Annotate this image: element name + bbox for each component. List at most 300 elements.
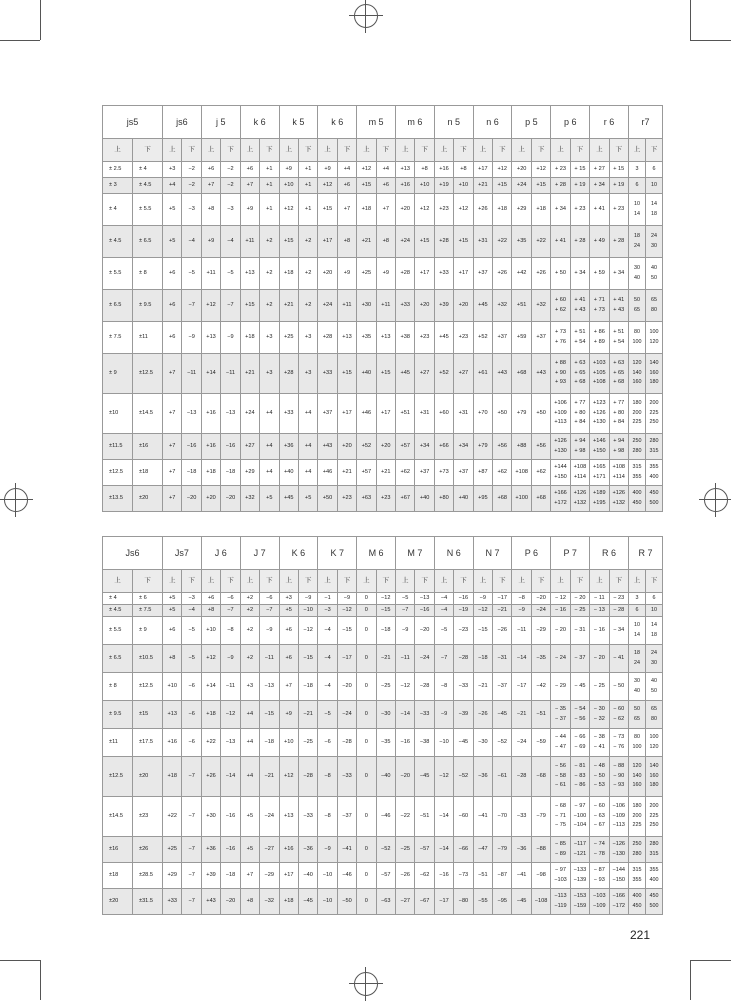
table-cell (201, 757, 220, 797)
cell-value: +18 (361, 205, 372, 212)
cell-value: − 61 (554, 782, 567, 789)
column-header: P 6 (512, 537, 551, 570)
table-cell (590, 354, 609, 394)
table-row (103, 258, 663, 290)
column-header: J 6 (201, 537, 240, 570)
table-cell (454, 194, 473, 226)
upper-deviation-header: 上 (551, 139, 570, 162)
cell-value: +26 (536, 269, 546, 276)
cell-value: −7 (188, 845, 195, 852)
table-cell (221, 162, 240, 178)
cell-value: 24 (650, 233, 657, 240)
cell-value: 0 (364, 654, 368, 661)
cell-value: +2 (246, 594, 254, 601)
table-cell (415, 354, 434, 394)
cell-value: − 23 (613, 594, 625, 601)
lower-deviation-header: 下 (376, 570, 395, 593)
cell-value: +13 (245, 269, 255, 276)
table-cell (103, 593, 133, 605)
table-cell (628, 757, 645, 797)
table-cell (337, 354, 356, 394)
table-cell (260, 322, 279, 354)
table-cell (357, 162, 376, 178)
table-cell (201, 322, 220, 354)
cell-value: 40 (633, 687, 640, 694)
cell-value: −70 (497, 812, 507, 819)
cell-value: −1 (324, 594, 331, 601)
cell-value: 400 (632, 490, 642, 497)
cell-value: −52 (381, 845, 391, 852)
table-cell (376, 605, 395, 617)
table-cell (454, 729, 473, 757)
cell-value: −22 (400, 812, 410, 819)
table-cell (512, 460, 531, 486)
table-cell (337, 258, 356, 290)
cell-value: 100 (649, 734, 659, 741)
cell-value: +28 (439, 237, 449, 244)
table-cell (551, 486, 570, 512)
table-cell (103, 863, 133, 889)
cell-value: ±13.5 (109, 494, 123, 501)
table-cell (590, 290, 609, 322)
cell-value: +46 (322, 468, 333, 475)
table-cell (201, 226, 220, 258)
cell-value: +18 (245, 333, 255, 340)
table-cell (395, 394, 414, 434)
cell-value: − 45 (574, 682, 586, 689)
cell-value: −5 (188, 269, 195, 276)
table-cell (551, 226, 570, 258)
table-cell (318, 290, 337, 322)
cell-value: 14 (633, 631, 640, 638)
table-cell (133, 863, 163, 889)
cell-value: +10 (458, 181, 469, 188)
cell-value: −12 (400, 682, 410, 689)
cell-value: −8 (324, 812, 331, 819)
cell-value: 50 (633, 297, 640, 304)
table-cell (163, 394, 182, 434)
table-cell (163, 460, 182, 486)
cell-value: 6 (635, 181, 639, 188)
table-row (103, 593, 663, 605)
table-row (103, 729, 663, 757)
cell-value: +2 (246, 626, 254, 633)
table-row (103, 863, 663, 889)
table-cell (221, 290, 240, 322)
table-cell (163, 863, 182, 889)
cell-value: +13 (167, 710, 177, 717)
cell-value: 315 (632, 867, 642, 874)
cell-value: +9 (207, 237, 215, 244)
cell-value: +150 (593, 447, 606, 454)
cell-value: +12 (322, 181, 333, 188)
cell-value: −9 (343, 594, 351, 601)
table-cell (298, 701, 317, 729)
table-cell (434, 645, 453, 673)
table-cell (434, 889, 453, 915)
table-cell (590, 434, 609, 460)
table-cell (493, 194, 512, 226)
cell-value: 120 (649, 743, 659, 750)
table-cell (279, 797, 298, 837)
cell-value: +108 (573, 463, 587, 470)
cell-value: +42 (516, 269, 527, 276)
cell-value: 10 (650, 181, 657, 188)
table-cell (133, 593, 163, 605)
cell-value: −153 (573, 892, 587, 899)
cell-value: 500 (649, 499, 659, 506)
table-cell (473, 605, 492, 617)
table-cell (551, 837, 570, 863)
table-cell (298, 226, 317, 258)
table-cell (590, 757, 609, 797)
table-cell (415, 322, 434, 354)
table-cell (298, 194, 317, 226)
cell-value: −50 (342, 897, 352, 904)
cell-value: −4 (188, 237, 195, 244)
cell-value: +1 (304, 165, 312, 172)
table-cell (318, 162, 337, 178)
table-cell (395, 593, 414, 605)
table-cell (221, 194, 240, 226)
cell-value: ± 5.5 (139, 205, 152, 212)
cell-value: +46 (361, 409, 372, 416)
table-cell (645, 290, 662, 322)
table-cell (318, 258, 337, 290)
cell-value: 65 (650, 297, 657, 304)
cell-value: +6 (169, 269, 176, 276)
table-cell (590, 593, 609, 605)
cell-value: + 65 (613, 369, 625, 376)
table-cell (454, 797, 473, 837)
cell-value: +5 (246, 812, 254, 819)
table-cell (376, 226, 395, 258)
cell-value: + 34 (574, 269, 586, 276)
table-cell (551, 434, 570, 460)
cell-value: ± 9.5 (139, 301, 152, 308)
cell-value: +3 (285, 594, 292, 601)
cell-value: −9 (518, 606, 525, 613)
cell-value: − 71 (554, 812, 567, 819)
cell-value: +79 (516, 409, 527, 416)
table-cell (645, 178, 662, 194)
cell-value: 250 (649, 822, 659, 829)
table-cell (376, 460, 395, 486)
table-cell (628, 797, 645, 837)
cell-value: +2 (266, 237, 273, 244)
cell-value: −109 (593, 902, 606, 909)
table-cell (221, 434, 240, 460)
table-cell (279, 889, 298, 915)
cell-value: −61 (497, 772, 507, 779)
cell-value: +15 (245, 301, 255, 308)
cell-value: −60 (458, 812, 469, 819)
upper-deviation-header: 上 (434, 570, 453, 593)
cell-value: −41 (516, 871, 527, 878)
cell-value: +59 (516, 333, 527, 340)
cell-value: + 15 (574, 165, 586, 172)
table-cell (609, 645, 628, 673)
cell-value: −79 (497, 845, 507, 852)
cell-value: +43 (322, 442, 333, 449)
cell-value: + 89 (593, 338, 605, 345)
cell-value: +16 (439, 165, 449, 172)
cell-value: +17 (458, 269, 469, 276)
table-cell (570, 178, 589, 194)
table-cell (645, 194, 662, 226)
table-cell (357, 837, 376, 863)
table-cell (376, 617, 395, 645)
table-cell (376, 354, 395, 394)
crop-mark (40, 0, 41, 40)
cell-value: 30 (633, 678, 640, 685)
cell-value: 140 (632, 772, 642, 779)
cell-value: 200 (649, 400, 659, 407)
column-header: k 5 (279, 106, 318, 139)
table-row (103, 162, 663, 178)
cell-value: − 44 (554, 733, 567, 740)
cell-value: −119 (554, 902, 567, 909)
cell-value: −7 (188, 812, 195, 819)
cell-value: − 56 (554, 763, 567, 770)
table-cell (531, 757, 550, 797)
table-cell (531, 178, 550, 194)
cell-value: 40 (650, 265, 657, 272)
table-cell (628, 194, 645, 226)
cell-value: +189 (593, 489, 606, 496)
table-cell (260, 434, 279, 460)
cell-value: +33 (167, 897, 177, 904)
cell-value: −2 (188, 181, 195, 188)
table-cell (163, 322, 182, 354)
table-cell (454, 290, 473, 322)
cell-value: 355 (649, 867, 659, 874)
cell-value: +50 (322, 494, 333, 501)
table-cell (531, 889, 550, 915)
cell-value: −17 (497, 594, 507, 601)
cell-value: 450 (649, 893, 659, 900)
table-cell (318, 178, 337, 194)
table-cell (395, 645, 414, 673)
cell-value: 14 (650, 201, 657, 208)
cell-value: +132 (573, 499, 587, 506)
table-cell (337, 645, 356, 673)
cell-value: −11 (187, 369, 197, 376)
table-cell (570, 460, 589, 486)
table-cell (434, 434, 453, 460)
table-cell (376, 673, 395, 701)
table-cell (318, 226, 337, 258)
cell-value: +10 (206, 626, 216, 633)
cell-value: +28 (322, 333, 333, 340)
cell-value: −4 (324, 626, 331, 633)
cell-value: −41 (478, 812, 488, 819)
table-cell (454, 889, 473, 915)
cell-value: −38 (419, 738, 430, 745)
cell-value: + 84 (574, 419, 586, 426)
cell-value: +108 (515, 468, 528, 475)
cell-value: + 23 (554, 165, 567, 172)
cell-value: −7 (188, 871, 195, 878)
cell-value: +40 (361, 369, 372, 376)
table-cell (357, 605, 376, 617)
cell-value: −14 (439, 812, 449, 819)
table-cell (473, 673, 492, 701)
table-cell (590, 673, 609, 701)
table-cell (260, 729, 279, 757)
upper-deviation-header: 上 (434, 139, 453, 162)
table-cell (201, 797, 220, 837)
cell-value: ± 6.5 (109, 301, 122, 308)
table-cell (590, 322, 609, 354)
cell-value: +34 (419, 442, 430, 449)
cell-value: +25 (283, 333, 294, 340)
table-cell (551, 290, 570, 322)
table-cell (628, 673, 645, 701)
cell-value: − 41 (613, 654, 625, 661)
table-cell (163, 757, 182, 797)
table-cell (434, 178, 453, 194)
upper-deviation-header: 上 (103, 570, 133, 593)
table-cell (434, 605, 453, 617)
table-cell (512, 290, 531, 322)
cell-value: +5 (246, 845, 254, 852)
cell-value: + 80 (613, 409, 625, 416)
cell-value: −7 (227, 606, 234, 613)
table-cell (318, 889, 337, 915)
cell-value: +25 (167, 845, 177, 852)
cell-value: +13 (206, 333, 216, 340)
cell-value: ± 6.5 (109, 654, 122, 661)
table-cell (473, 322, 492, 354)
cell-value: ± 4 (109, 594, 117, 601)
table-cell (103, 290, 133, 322)
table-cell (201, 729, 220, 757)
cell-value: 280 (632, 447, 642, 454)
table-cell (645, 162, 662, 178)
cell-value: −10 (439, 738, 449, 745)
cell-value: +27 (458, 369, 469, 376)
cell-value: − 73 (613, 733, 625, 740)
cell-value: − 38 (593, 733, 605, 740)
cell-value: −46 (342, 871, 352, 878)
table-cell (318, 863, 337, 889)
table-cell (415, 701, 434, 729)
cell-value: +8 (460, 165, 467, 172)
table-cell (551, 593, 570, 605)
cell-value: +35 (361, 333, 372, 340)
table-cell (570, 486, 589, 512)
table-cell (609, 178, 628, 194)
cell-value: −15 (342, 626, 352, 633)
cell-value: +21 (245, 369, 255, 376)
table-cell (434, 593, 453, 605)
table-cell (318, 394, 337, 434)
cell-value: − 58 (554, 772, 567, 779)
cell-value: − 29 (554, 682, 567, 689)
table-cell (221, 797, 240, 837)
cell-value: +21 (361, 237, 372, 244)
table-cell (395, 258, 414, 290)
cell-value: +36 (206, 845, 216, 852)
cell-value: +95 (478, 494, 488, 501)
table-cell (531, 290, 550, 322)
table-cell (512, 729, 531, 757)
table-cell (357, 645, 376, 673)
cell-value: −18 (264, 738, 275, 745)
cell-value: +20 (516, 165, 527, 172)
cell-value: +18 (536, 205, 546, 212)
lower-deviation-header: 下 (645, 570, 662, 593)
cell-value: +15 (419, 237, 430, 244)
lower-deviation-header: 下 (454, 139, 473, 162)
table-cell (512, 645, 531, 673)
cell-value: −28 (342, 738, 352, 745)
cell-value: +11 (206, 269, 216, 276)
crop-mark (690, 0, 691, 40)
table-cell (279, 226, 298, 258)
table-cell (628, 290, 645, 322)
table-cell (628, 322, 645, 354)
cell-value: +6 (246, 165, 254, 172)
table-cell (260, 394, 279, 434)
cell-value: +27 (419, 369, 430, 376)
cell-value: +4 (246, 772, 254, 779)
cell-value: −3 (227, 205, 234, 212)
cell-value: 40 (633, 274, 640, 281)
cell-value: −14 (225, 772, 236, 779)
cell-value: − 78 (593, 850, 605, 857)
cell-value: +45 (478, 301, 488, 308)
column-header: m 6 (395, 106, 434, 139)
cell-value: +108 (612, 463, 626, 470)
cell-value: −15 (478, 626, 488, 633)
upper-deviation-header: 上 (318, 570, 337, 593)
cell-value: 250 (649, 419, 659, 426)
cell-value: +7 (343, 205, 351, 212)
table-cell (376, 863, 395, 889)
table-cell (201, 593, 220, 605)
cell-value: 65 (633, 715, 640, 722)
table-cell (628, 701, 645, 729)
cell-value: 30 (650, 242, 657, 249)
lower-deviation-header: 下 (415, 139, 434, 162)
cell-value: −67 (419, 897, 430, 904)
table-cell (590, 226, 609, 258)
table-cell (434, 460, 453, 486)
cell-value: + 76 (554, 338, 567, 345)
table-cell (493, 729, 512, 757)
cell-value: 200 (632, 812, 642, 819)
table-cell (240, 645, 259, 673)
table-cell (337, 797, 356, 837)
table-cell (318, 354, 337, 394)
cell-value: +21 (342, 468, 352, 475)
cell-value: +22 (167, 812, 177, 819)
cell-value: ±20 (139, 494, 149, 501)
cell-value: 450 (649, 490, 659, 497)
cell-value: + 60 (554, 296, 567, 303)
cell-value: −8 (227, 626, 234, 633)
cell-value: +3 (266, 333, 273, 340)
table-cell (133, 322, 163, 354)
table-cell (376, 889, 395, 915)
cell-value: +67 (400, 494, 410, 501)
cell-value: − 20 (554, 626, 567, 633)
cell-value: + 50 (554, 269, 567, 276)
table-cell (201, 354, 220, 394)
cell-value: −4 (188, 606, 195, 613)
